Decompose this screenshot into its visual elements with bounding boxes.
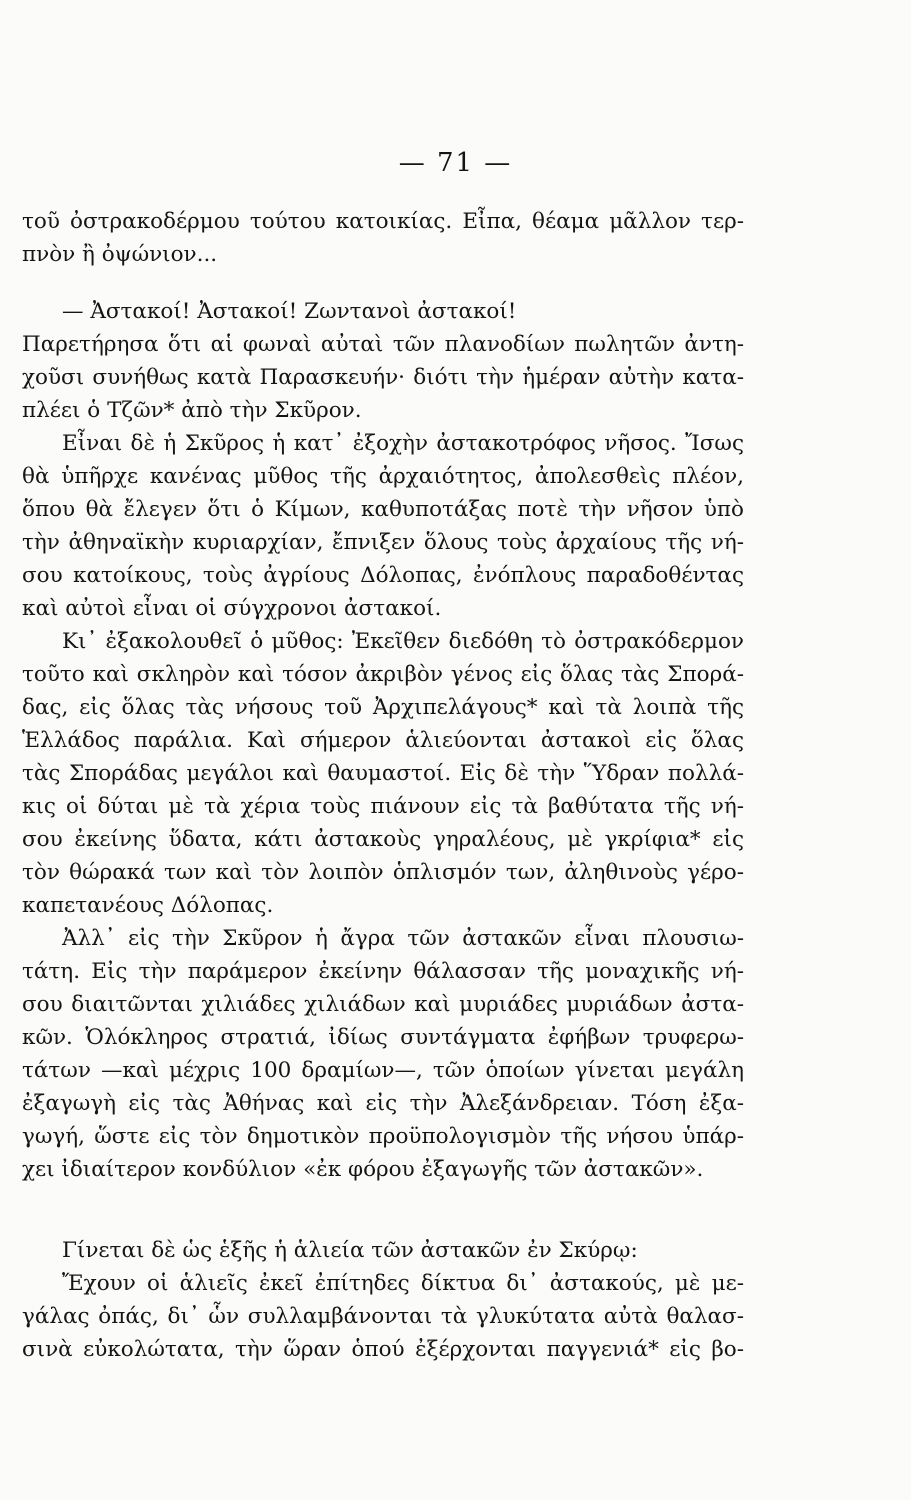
- text-line: σου ἐκείνης ὕδατα, κάτι ἀστακοὺς γηραλέους, μὲ γκρίφια* εἰς: [22, 827, 744, 852]
- text-line: χει ἰδιαίτερον κονδύλιον «ἐκ φόρου ἐξαγωγῆς τῶν ἀστακῶν».: [22, 1157, 704, 1182]
- text-line: ἐξαγωγὴ εἰς τὰς Ἀθήνας καὶ εἰς τὴν Ἀλεξάνδρειαν. Τόση ἐξα-: [22, 1091, 744, 1116]
- text-line: γωγή, ὥστε εἰς τὸν δημοτικὸν προϋπολογισμὸν τῆς νήσου ὑπάρ-: [22, 1124, 744, 1149]
- text-line: τάτων —καὶ μέχρις 100 δραμίων—, τῶν ὁποίων γίνεται μεγάλη: [22, 1058, 744, 1083]
- text-line: δας, εἰς ὅλας τὰς νήσους τοῦ Ἀρχιπελάγους* καὶ τὰ λοιπὰ τῆς: [22, 695, 744, 720]
- text-line: τοῦτο καὶ σκληρὸν καὶ τόσον ἀκριβὸν γένος εἰς ὅλας τὰς Σπορά-: [22, 662, 744, 687]
- text-line: πνὸν ἢ ὀψώνιον...: [22, 242, 218, 267]
- text-line: Ἔχουν οἱ ἁλιεῖς ἐκεῖ ἐπίτηδες δίκτυα δι᾽ ἀστακούς, μὲ με-: [62, 1271, 744, 1296]
- text-line: σου κατοίκους, τοὺς ἀγρίους Δόλοπας, ἐνόπλους παραδοθέντας: [22, 563, 744, 588]
- text-line: ὅπου θὰ ἔλεγεν ὅτι ὁ Κίμων, καθυποτάξας ποτὲ τὴν νῆσον ὑπὸ: [22, 497, 744, 522]
- text-line: Ἀλλ᾽ εἰς τὴν Σκῦρον ἡ ἄγρα τῶν ἀστακῶν εἶναι πλουσιω-: [62, 926, 744, 951]
- text-line: τὸν θώρακά των καὶ τὸν λοιπὸν ὁπλισμόν των, ἀληθινοὺς γέρο-: [22, 860, 744, 885]
- text-line: Κι᾽ ἐξακολουθεῖ ὁ μῦθος: Ἐκεῖθεν διεδόθη τὸ ὀστρακόδερμον: [62, 629, 744, 654]
- text-line: γάλας ὀπάς, δι᾽ ὧν συλλαμβάνονται τὰ γλυκύτατα αὐτὰ θαλασ-: [22, 1304, 744, 1329]
- text-line: καπετανέους Δόλοπας.: [22, 893, 274, 918]
- text-line: — Ἀστακοί! Ἀστακοί! Ζωντανοὶ ἀστακοί!: [62, 299, 517, 324]
- text-line: θὰ ὑπῆρχε κανένας μῦθος τῆς ἀρχαιότητος, ἀπολεσθεὶς πλέον,: [22, 464, 744, 489]
- text-line: σου διαιτῶνται χιλιάδες χιλιάδων καὶ μυριάδες μυριάδων ἀστα-: [22, 992, 744, 1017]
- text-line: τοῦ ὀστρακοδέρμου τούτου κατοικίας. Εἶπα, θέαμα μᾶλλον τερ-: [22, 209, 744, 234]
- text-line: τὰς Σποράδας μεγάλοι καὶ θαυμαστοί. Εἰς δὲ τὴν Ὕδραν πολλά-: [22, 761, 744, 786]
- text-line: Παρετήρησα ὅτι αἱ φωναὶ αὐταὶ τῶν πλανοδίων πωλητῶν ἀντη-: [22, 332, 744, 357]
- text-line: Γίνεται δὲ ὡς ἑξῆς ἡ ἁλιεία τῶν ἀστακῶν ἐν Σκύρῳ:: [62, 1238, 638, 1263]
- text-line: κῶν. Ὁλόκληρος στρατιά, ἰδίως συντάγματα ἐφήβων τρυφερω-: [22, 1025, 744, 1050]
- body-text: [22, 205, 744, 1366]
- text-line: πλέει ὁ Τζῶν* ἀπὸ τὴν Σκῦρον.: [22, 398, 362, 423]
- text-line: Ἑλλάδος παράλια. Καὶ σήμερον ἁλιεύονται ἀστακοὶ εἰς ὅλας: [22, 728, 744, 753]
- text-line: σινὰ εὐκολώτατα, τὴν ὥραν ὁπού ἐξέρχονται παγγενιά* εἰς βο-: [22, 1337, 744, 1362]
- text-line: καὶ αὐτοὶ εἶναι οἱ σύγχρονοι ἀστακοί.: [22, 596, 442, 621]
- text-line: τὴν ἀθηναϊκὴν κυριαρχίαν, ἔπνιξεν ὅλους τοὺς ἀρχαίους τῆς νή-: [22, 530, 744, 555]
- text-line: τάτη. Εἰς τὴν παράμερον ἐκείνην θάλασσαν τῆς μοναχικῆς νή-: [22, 959, 744, 984]
- page-number: — 71 —: [398, 148, 513, 178]
- text-line: χοῦσι συνήθως κατὰ Παρασκευήν· διότι τὴν ἡμέραν αὐτὴν κατα-: [22, 365, 744, 390]
- text-line: κις οἱ δύται μὲ τὰ χέρια τοὺς πιάνουν εἰς τὰ βαθύτατα τῆς νή-: [22, 794, 744, 819]
- text-line: Εἶναι δὲ ἡ Σκῦρος ἡ κατ᾽ ἐξοχὴν ἀστακοτρόφος νῆσος. Ἴσως: [62, 431, 744, 456]
